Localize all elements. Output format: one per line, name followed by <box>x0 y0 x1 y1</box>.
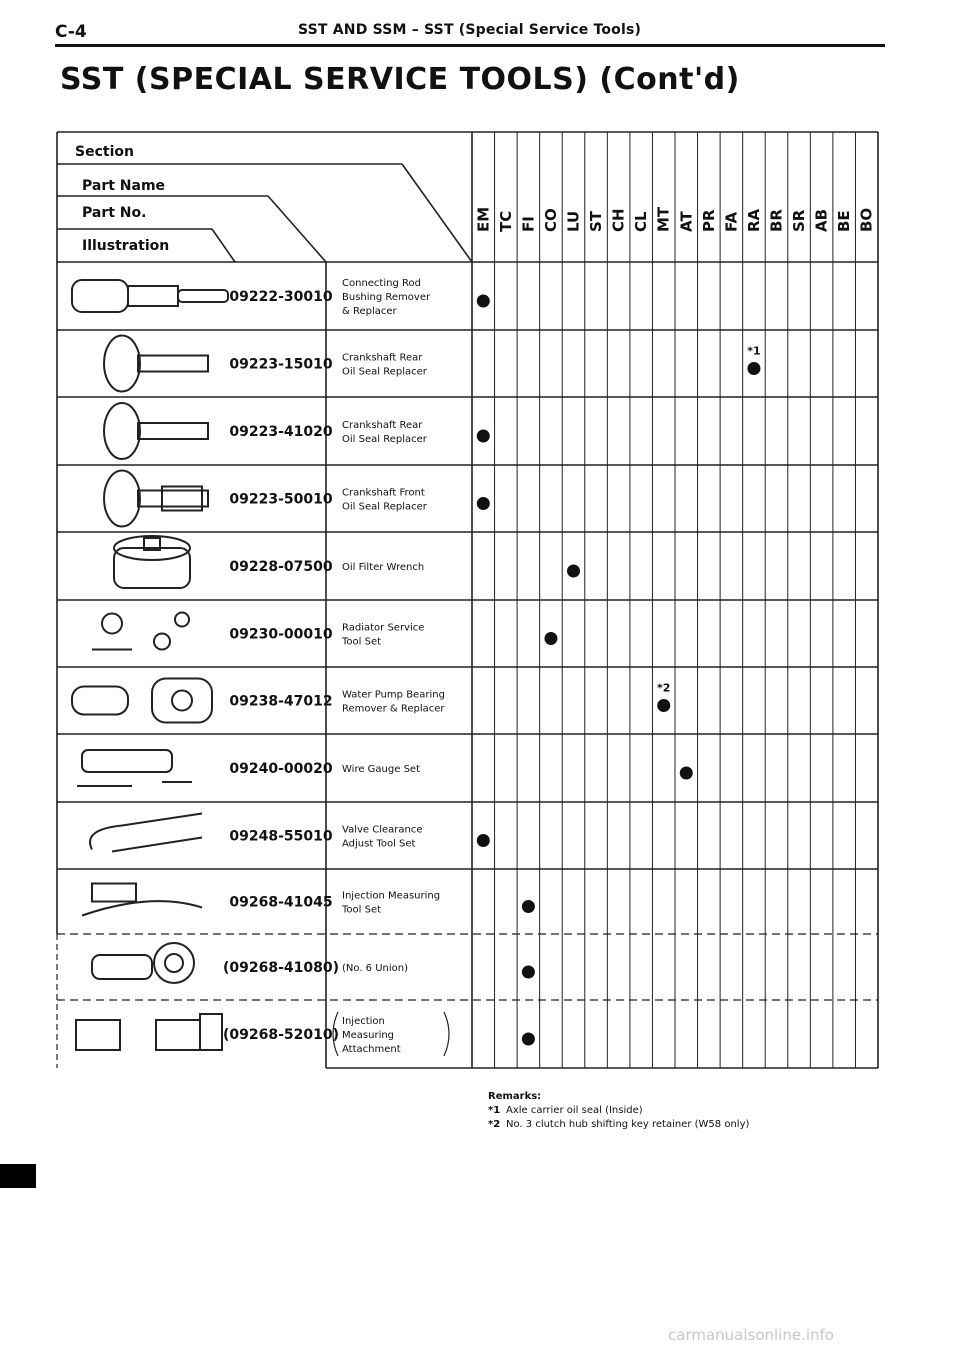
front-seal-replacer-tool-icon <box>104 471 208 527</box>
section-column-em: EM <box>474 206 493 232</box>
part-name: Bushing Remover <box>342 292 431 303</box>
note-marker: *1 <box>747 344 761 358</box>
remarks <box>488 1090 749 1132</box>
note-marker: *2 <box>657 681 671 695</box>
part-number: 09240-00020 <box>229 761 333 777</box>
part-name: Oil Filter Wrench <box>342 562 425 573</box>
part-number: 09223-41020 <box>229 424 333 440</box>
part-name: Tool Set <box>342 904 382 916</box>
oil-seal-replacer-tool-icon <box>104 336 208 392</box>
part-name: Crankshaft Front <box>342 487 425 499</box>
table-row <box>72 679 670 723</box>
applicability-dot <box>522 1033 535 1046</box>
applicability-dot <box>477 834 490 847</box>
remarks-title: Remarks: <box>488 1091 542 1102</box>
section-tab-marker <box>0 1164 36 1188</box>
section-column-ch: CH <box>609 208 628 232</box>
measuring-attachment-icon <box>76 1014 222 1050</box>
section-column-pr: PR <box>699 209 718 232</box>
table-row <box>90 814 490 852</box>
part-name: Wire Gauge Set <box>342 764 420 775</box>
part-name: Measuring <box>342 1030 395 1041</box>
part-number: 09230-00010 <box>229 626 333 643</box>
table-row <box>92 613 557 650</box>
part-number: 09222-30010 <box>229 289 333 305</box>
bushing-remover-tool-icon <box>72 280 228 312</box>
page-label: C-4 <box>55 22 87 42</box>
section-column-tc: TC <box>496 210 515 232</box>
injection-tool-set-icon <box>82 884 202 916</box>
section-column-be: BE <box>835 210 854 232</box>
applicability-dot <box>477 430 490 443</box>
header-part-no: Part No. <box>82 205 147 221</box>
watermark: carmanualsonline.info <box>668 1326 834 1344</box>
remark-item <box>488 1118 749 1132</box>
part-name: Crankshaft Rear <box>342 420 423 431</box>
applicability-dot <box>522 900 535 913</box>
part-name: Attachment <box>342 1044 401 1055</box>
table-grid <box>57 132 878 1068</box>
wire-gauge-set-icon <box>77 750 192 786</box>
running-head: SST AND SSM – SST (Special Service Tools) <box>298 22 642 38</box>
union-fitting-icon <box>92 943 194 983</box>
applicability-dot <box>522 966 535 979</box>
part-name: Remover & Replacer <box>342 703 445 715</box>
table-header <box>75 144 169 254</box>
part-name: Oil Seal Replacer <box>342 434 427 445</box>
valve-adjust-tool-icon <box>90 814 202 852</box>
part-name: Injection Measuring <box>342 890 441 902</box>
part-number: 09223-15010 <box>229 356 333 373</box>
part-name: Adjust Tool Set <box>342 838 416 850</box>
part-number: 09223-50010 <box>229 491 333 508</box>
applicability-dot <box>747 362 760 375</box>
header-part-name: Part Name <box>82 178 166 194</box>
section-column-cl: CL <box>632 211 651 232</box>
remark-key: *2 <box>488 1119 501 1130</box>
header-illustration: Illustration <box>82 238 170 254</box>
part-name: Radiator Service <box>342 622 425 634</box>
section-column-at: AT <box>677 211 696 232</box>
part-name: Water Pump Bearing <box>342 689 445 701</box>
section-column-bo: BO <box>857 207 876 232</box>
part-name: & Replacer <box>342 306 397 317</box>
part-name: Oil Seal Replacer <box>342 501 427 513</box>
applicability-dot <box>680 767 693 780</box>
part-number: (09268-41080) <box>222 960 340 976</box>
remark-item <box>488 1104 749 1118</box>
part-number: 09248-55010 <box>229 828 333 845</box>
remark-text: Axle carrier oil seal (Inside) <box>506 1105 643 1116</box>
bearing-remover-icon <box>72 679 212 723</box>
applicability-dot <box>567 565 580 578</box>
part-name: Tool Set <box>342 636 382 648</box>
table-row <box>104 403 490 459</box>
part-number: 09238-47012 <box>229 693 333 710</box>
table-row <box>92 943 535 983</box>
part-number: 09228-07500 <box>229 559 333 575</box>
section-column-ab: AB <box>812 208 831 232</box>
part-name: Valve Clearance <box>342 824 423 836</box>
table-row <box>114 536 580 588</box>
section-column-co: CO <box>541 208 560 232</box>
oil-seal-replacer-tool-icon <box>104 403 208 459</box>
part-number: 09268-41045 <box>229 894 333 911</box>
applicability-dot <box>544 632 557 645</box>
section-column-br: BR <box>767 209 786 232</box>
part-number: (09268-52010) <box>222 1027 340 1043</box>
page-title: SST (SPECIAL SERVICE TOOLS) (Cont'd) <box>60 62 740 97</box>
oil-filter-wrench-icon <box>114 536 190 588</box>
part-name: Crankshaft Rear <box>342 352 423 364</box>
section-column-lu: LU <box>564 210 583 232</box>
radiator-tool-set-icon <box>92 613 189 650</box>
section-column-st: ST <box>587 210 606 232</box>
table-row <box>76 1012 535 1056</box>
section-column-fi: FI <box>519 216 538 232</box>
section-column-ra: RA <box>744 208 763 232</box>
remark-key: *1 <box>488 1105 501 1116</box>
applicability-dot <box>657 699 670 712</box>
part-name: Injection <box>342 1016 385 1027</box>
applicability-dot <box>477 497 490 510</box>
header-section: Section <box>75 144 134 160</box>
remark-text: No. 3 clutch hub shifting key retainer (W58 only) <box>506 1119 750 1130</box>
section-column-mt: MT <box>654 206 673 232</box>
table-row <box>72 278 490 317</box>
applicability-dot <box>477 295 490 308</box>
part-name: (No. 6 Union) <box>342 963 409 974</box>
section-column-sr: SR <box>790 209 809 232</box>
section-column-fa: FA <box>722 211 741 232</box>
table-row <box>82 884 535 916</box>
table-row <box>104 336 761 392</box>
table-row <box>104 471 490 527</box>
table-row <box>77 750 693 786</box>
part-name: Oil Seal Replacer <box>342 366 427 378</box>
part-name: Connecting Rod <box>342 278 421 289</box>
